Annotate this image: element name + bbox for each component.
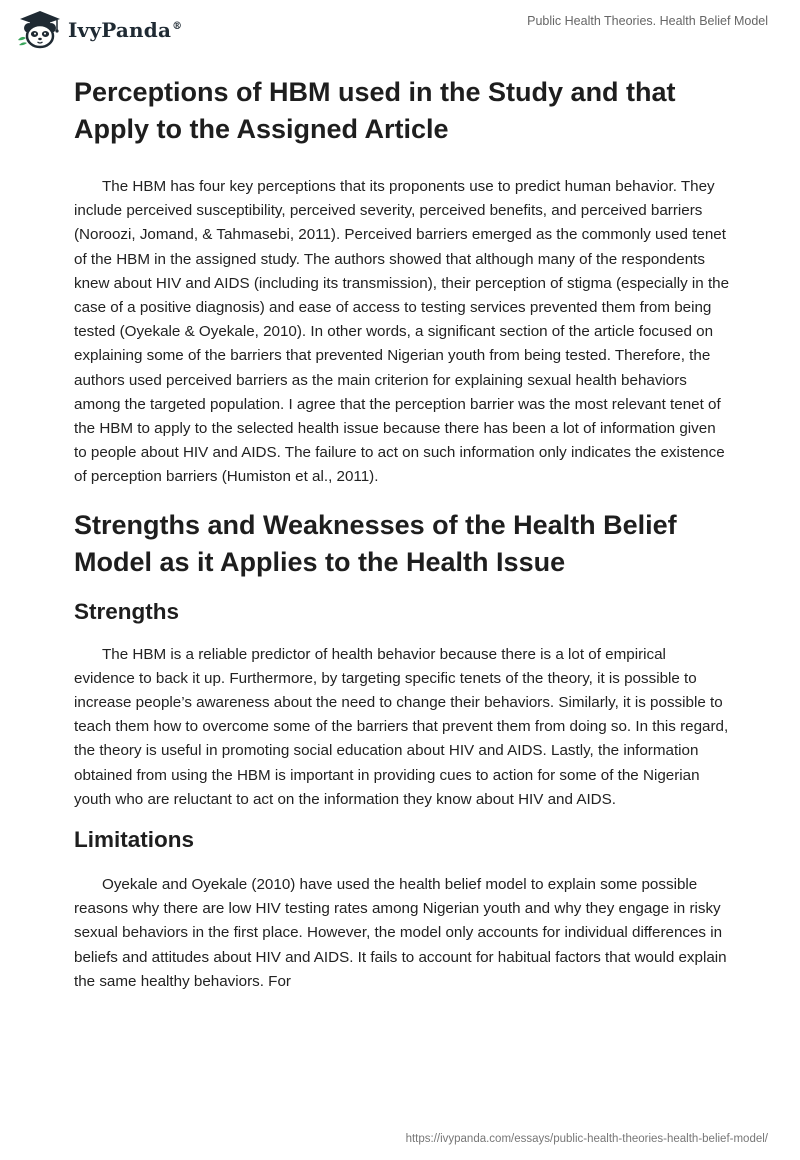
heading-strengths-weaknesses: Strengths and Weaknesses of the Health Belief Model as it Applies to the Health Issue	[74, 509, 677, 577]
document-title: Public Health Theories. Health Belief Model	[527, 14, 768, 28]
heading-limitations: Limitations	[74, 827, 195, 853]
paragraph-limitations: Oyekale and Oyekale (2010) have used the health belief model to explain some possible reasons why there are low HIV testing rates among Nigerian youth and why they engage in risky sexual behaviors in the first place. However, the model only accounts for individual differences in beliefs and attitudes about HIV and AIDS. It fails to account for habitual factors that would explain the same healthy behaviors. For	[74, 876, 727, 990]
paragraph-strengths: The HBM is a reliable predictor of health behavior because there is a lot of empirical evidence to back it up. Furthermore, by targeting specific tenets of the theory, it is possible to increase people’s awareness about the need to change their behaviors. Similarly, it is possible to teach them how to overcome some of the barriers that prevent them from doing so. In this regard, the theory is useful in promoting social education about HIV and AIDS. Lastly, the information obtained from using the HBM is important in providing cues to action for some of the Nigerian youth who are reluctant to act on the information they know about HIV and AIDS.	[74, 645, 729, 808]
source-url[interactable]: https://ivypanda.com/essays/public-health-theories-health-belief-model/	[405, 1133, 768, 1145]
paragraph-perceptions: The HBM has four key perceptions that its proponents use to predict human behavior. They include perceived susceptibility, perceived severity, perceived benefits, and perceived barriers (Noroozi, Jomand, & Tahmasebi, 2011). Perceived barriers emerged as the commonly used tenet of the HBM in the assigned study. The authors showed that although many of the respondents knew about HIV and AIDS (including its transmission), their perception of stigma (especially in the case of a positive diagnosis) and ease of access to testing services prevented them from being tested (Oyekale & Oyekale, 2010). In other words, a significant section of the article focused on explaining some of the barriers that prevented Nigerian youth from being tested. Therefore, the authors used perceived barriers as the main criterion for explaining sexual health behaviors among the targeted population. I agree that the perception barrier was the most relevant tenet of the HBM to apply to the selected health issue because there has been a lot of information given to people about HIV and AIDS. The failure to act on such information only indicates the existence of perception barriers (Humiston et al., 2011).	[74, 178, 730, 486]
page-header	[0, 0, 800, 60]
panda-graduate-icon	[16, 10, 64, 50]
brand-name: IvyPanda®	[68, 18, 183, 42]
heading-strengths: Strengths	[74, 598, 180, 624]
ivypanda-logo[interactable]	[16, 10, 182, 50]
article-content	[74, 72, 730, 994]
registered-mark: ®	[172, 21, 183, 33]
heading-perceptions: Perceptions of HBM used in the Study and that Apply to the Assigned Article	[74, 77, 676, 144]
